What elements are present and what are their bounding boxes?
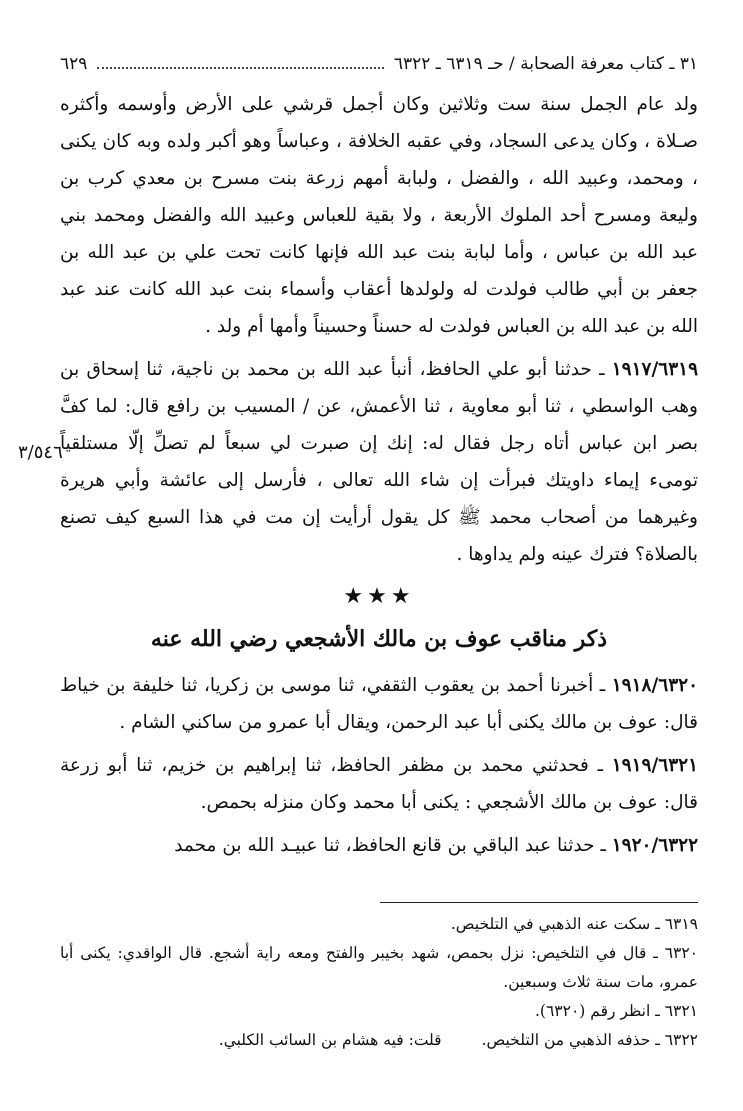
footnote: ٦٣٢١ ـ انظر رقم (٦٣٢٠).	[534, 1002, 698, 1020]
hadith-number: ١٩١٧/٦٣١٩	[611, 359, 698, 380]
footnote: ٦٣١٩ ـ سكت عنه الذهبي في التلخيص.	[450, 915, 698, 933]
page-number: ٦٢٩	[60, 54, 88, 74]
footnote: ٦٣٢٢ ـ حذفه الذهبي من التلخيص.	[481, 1031, 698, 1049]
hadith-number: ١٩١٩/٦٣٢١	[611, 755, 698, 776]
running-header	[60, 52, 698, 76]
hadith-number: ١٩٢٠/٦٣٢٢	[611, 835, 698, 856]
section-title: ذكر مناقب عوف بن مالك الأشجعي رضي الله عنه	[150, 626, 608, 652]
running-title: ٣١ ـ كتاب معرفة الصحابة / حـ ٦٣١٩ ـ ٦٣٢٢	[393, 54, 698, 74]
hadith-6319	[60, 351, 698, 573]
footnotes	[60, 910, 698, 1055]
hadith-6321	[60, 747, 698, 821]
margin-reference: ٣/٥٤٦	[18, 442, 63, 463]
hadith-text: ـ فحدثني محمد بن مظفر الحافظ، ثنا إبراهيم بن خزيم، ثنا أبو زرعة قال: عوف بن مالك الأشجعي : يكنى أبا محمد وكان منزله بحمص.	[60, 755, 698, 813]
paragraph-text: ولد عام الجمل سنة ست وثلاثين وكان أجمل قرشي على الأرض وأوسمه وأكثره صـلاة ، وكان يدعى السجاد، وفي عقبه الخلافة ، وعباساً وهو أكبر ولده وبه كان يكنى ، ومحمد، وعبيد الله ، والفضل ، ولبابة أمهم زرعة بنت مسرح بن معدي كرب بن وليعة ومسرح أحد الملوك الأربعة ، ولا بقية للعباس وعبيد الله والفضل ومحمد بني عبد الله بن عباس ، وأما لبابة بنت عبد الله فإنها كانت تحت علي بن عبد الله بن جعفر بن أبي طالب فولدت له ولولدها أعقاب وأسماء بنت عبد الله كانت عند عبد الله بن عبد الله بن العباس فولدت له حسناً وحسيناً وأمها أم ولد .	[60, 94, 698, 337]
hadith-number: ١٩١٨/٦٣٢٠	[611, 675, 698, 696]
footnote-row	[60, 1026, 698, 1055]
footnote-divider	[380, 902, 698, 903]
hadith-text: ـ أخبرنا أحمد بن يعقوب الثقفي، ثنا موسى بن زكريا، ثنا خليفة بن خياط قال: عوف بن مالك يكنى أبا عبد الرحمن، ويقال أبا عمرو من ساكني الشام .	[60, 675, 698, 733]
hadith-6322	[60, 827, 698, 864]
hadith-6320	[60, 667, 698, 741]
hadith-text: ـ حدثنا أبو علي الحافظ، أنبأ عبد الله بن محمد بن ناجية، ثنا إسحاق بن وهب الواسطي ، ثنا أبو معاوية ، ثنا الأعمش، عن / المسيب بن رافع قال: لما كفَّ بصر ابن عباس أتاه رجل فقال له: إنك إن صبرت لي سبعاً لم تصلِّ إلّا مستلقياً تومىء إيماء داويتك فبرأت إن شاء الله تعالى ، فأرسل إلى عائشة وأبي هريرة وغيرهما من أصحاب محمد ﷺ كل يقول أرأيت إن مت في هذا السبع كيف تصنع بالصلاة؟ فترك عينه ولم يداوها .	[60, 359, 698, 565]
footnote-remark: قلت: فيه هشام بن السائب الكلبي.	[218, 1031, 442, 1049]
header-dots	[97, 57, 383, 69]
page-body	[60, 52, 698, 870]
footnote: ٦٣٢٠ ـ قال في التلخيص: نزل بحمص، شهد بخيبر والفتح ومعه راية أشجع. قال الواقدي: يكنى أبا عمرو، مات سنة ثلاث وسبعين.	[60, 944, 698, 991]
hadith-text: ـ حدثنا عبد الباقي بن قانع الحافظ، ثنا عبيـد الله بن محمد	[174, 835, 612, 856]
paragraph	[60, 86, 698, 345]
section-stars: ★★★	[343, 584, 415, 609]
